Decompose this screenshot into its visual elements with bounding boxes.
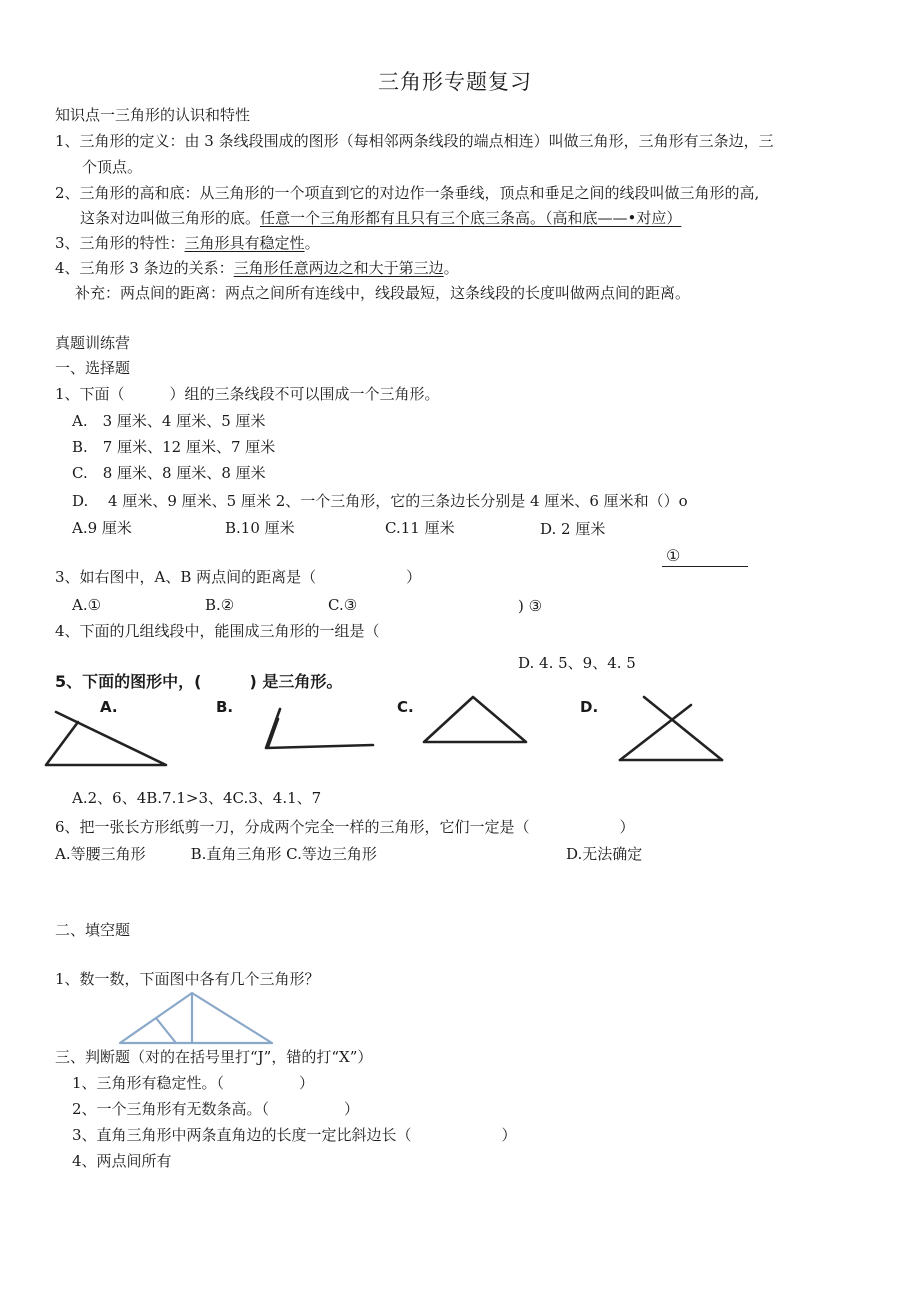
- knowledge-point-2-text: 这条对边叫做三角形的底。: [80, 209, 261, 227]
- knowledge-point-1-line-1: 1、三角形的定义：由 3 条线段围成的图形（每相邻两条线段的端点相连）叫做三角形，三角形有三条边，三: [55, 132, 774, 150]
- judge-question-1: 1、三角形有稳定性。（ ）: [72, 1074, 315, 1092]
- question-2-option-a: A.9 厘米: [72, 519, 132, 537]
- question-4-option-d: D. 4. 5、9、4. 5: [518, 654, 636, 672]
- question-1-option-c: C. 8 厘米、8 厘米、8 厘米: [72, 464, 266, 482]
- fill-figure-inner-line: [156, 1018, 176, 1043]
- fill-figure-outer-triangle: [120, 993, 272, 1043]
- page-title: 三角形专题复习: [378, 70, 532, 94]
- question-2-option-d: D. 2 厘米: [540, 520, 606, 538]
- fill-question-1: 1、数一数，下面图中各有几个三角形？: [55, 970, 320, 988]
- judge-question-2: 2、一个三角形有无数条高。（ ）: [72, 1100, 360, 1118]
- question-2-option-b: B.10 厘米: [225, 519, 295, 537]
- figure-label-b: B.: [216, 698, 234, 716]
- judge-question-3: 3、直角三角形中两条直角边的长度一定比斜边长（ ）: [72, 1126, 517, 1144]
- question-2-option-c: C.11 厘米: [385, 519, 455, 537]
- knowledge-point-1-line-2: 个顶点。: [82, 158, 143, 176]
- figure-label-c: C.: [397, 698, 414, 716]
- knowledge-point-2-line-1: 2、三角形的高和底：从三角形的一个项直到它的对边作一条垂线，顶点和垂足之间的线段叫做三角形的高,: [55, 184, 760, 202]
- question-1-option-d: D. 4 厘米、9 厘米、5 厘米 2、一个三角形，它的三条边长分别是 4 厘米、6 厘米和（）o: [72, 492, 688, 510]
- question-6-stem: 6、把一张长方形纸剪一刀，分成两个完全一样的三角形，它们一定是（ ）: [55, 818, 635, 836]
- question-4-options: A.2、6、4B.7.1>3、4C.3、4.1、7: [72, 789, 322, 807]
- knowledge-point-3-text: 3、三角形的特性：: [55, 234, 185, 252]
- question-1-option-a: A. 3 厘米、4 厘米、5 厘米: [72, 412, 266, 430]
- knowledge-point-4-underlined: 三角形任意两边之和大于第三边: [233, 259, 444, 277]
- knowledge-heading: 知识点一三角形的认识和特性: [55, 106, 251, 124]
- figure-label-a: A.: [100, 698, 118, 716]
- knowledge-supplement: 补充：两点间的距离：两点之间所有连线中，线段最短，这条线段的长度叫做两点间的距离。: [75, 284, 691, 302]
- question-6-option-d: D.无法确定: [566, 845, 643, 863]
- knowledge-point-4-text: 4、三角形 3 条边的关系：: [55, 259, 234, 277]
- section-judge-heading: 三、判断题（对的在括号里打“J”，错的打“X”）: [55, 1048, 373, 1066]
- question-1-option-b: B. 7 厘米、12 厘米、7 厘米: [72, 438, 276, 456]
- knowledge-point-4-end: 。: [443, 259, 459, 277]
- question-3-extra-option: ) ③: [518, 597, 543, 615]
- figure-segment-label: ①: [666, 546, 681, 565]
- figure-label-d: D.: [580, 698, 599, 716]
- knowledge-point-3-end: 。: [304, 234, 320, 252]
- question-3-option-b: B.②: [205, 596, 235, 614]
- question-3-stem: 3、如右图中，A、B 两点间的距离是（ ）: [55, 568, 422, 586]
- section-choice-heading: 一、选择题: [55, 359, 131, 377]
- question-3-option-a: A.①: [72, 596, 102, 614]
- knowledge-point-2-underlined: 任意一个三角形都有且只有三个底三条高。（高和底——•对应）: [260, 209, 682, 227]
- question-3-option-c: C.③: [328, 596, 358, 614]
- question-4-stem: 4、下面的几组线段中，能围成三角形的一组是（: [55, 622, 380, 640]
- question-5-stem: 5、下面的图形中，( ) 是三角形。: [55, 672, 343, 691]
- practice-heading: 真题训练营: [55, 334, 131, 352]
- knowledge-point-3-underlined: 三角形具有稳定性: [184, 234, 305, 252]
- question-1-stem: 1、下面（ ）组的三条线段不可以围成一个三角形。: [55, 385, 440, 403]
- question-6-options-abc: A.等腰三角形 B.直角三角形 C.等边三角形: [55, 845, 377, 863]
- section-fill-heading: 二、填空题: [55, 921, 131, 939]
- judge-question-4: 4、两点间所有: [72, 1152, 172, 1170]
